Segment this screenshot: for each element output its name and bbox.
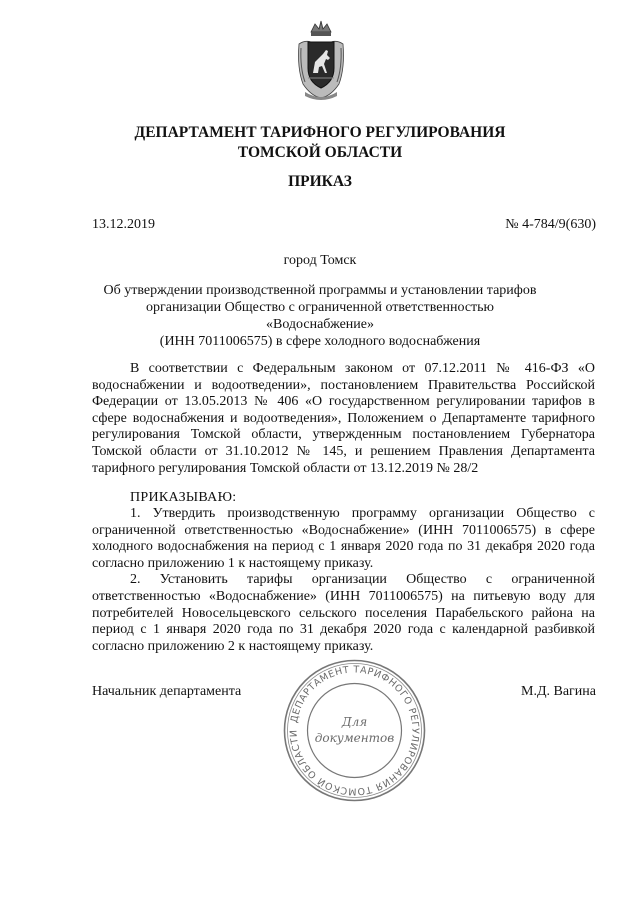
- coat-of-arms-icon: [293, 18, 349, 102]
- department-name-line1: ДЕПАРТАМЕНТ ТАРИФНОГО РЕГУЛИРОВАНИЯ: [134, 124, 506, 141]
- order-number: № 4-784/9(630): [505, 217, 596, 232]
- order-word: ПРИКАЗЫВАЮ:: [130, 490, 237, 505]
- order-subject: [100, 282, 540, 350]
- order-date: 13.12.2019: [92, 217, 155, 232]
- city: город Томск: [283, 253, 357, 268]
- stamp-center-line1: Для: [341, 715, 368, 729]
- items-block: [92, 506, 595, 655]
- subject-line3: (ИНН 7011006575) в сфере холодного водоснабжения: [159, 334, 481, 349]
- stamp-center-line2: документов: [314, 731, 395, 745]
- item-1: 1. Утвердить производственную программу организации Общество с ограниченной ответственностью «Водоснабжение» (ИНН 7011006575) в сфере холодного водоснабжения на период с 1 января 2020 года по 31 декабря 2020 года согласно приложению 1 к настоящему приказу.: [92, 506, 595, 571]
- stamp-ring-text: ДЕПАРТАМЕНТ ТАРИФНОГО РЕГУЛИРОВАНИЯ ТОМСКОЙ ОБЛАСТИ: [288, 664, 421, 797]
- official-stamp: [282, 658, 427, 803]
- department-name-line2: ТОМСКОЙ ОБЛАСТИ: [237, 144, 403, 161]
- signatory-name: М.Д. Вагина: [521, 684, 596, 699]
- preamble-block: [92, 361, 595, 477]
- item-2: 2. Установить тарифы организации Общество с ограниченной ответственностью «Водоснабжение» (ИНН 7011006575) на питьевую воду для потребителей Новосельцевского сельского поселения Парабельского района на период с 1 января 2020 года по 31 декабря 2020 года с календарной разбивкой согласно приложению 2 к настоящему приказу.: [92, 572, 595, 654]
- subject-line1: Об утверждении производственной программы и установлении тарифов: [103, 283, 537, 298]
- subject-line2: организации Общество с ограниченной ответственностью «Водоснабжение»: [145, 300, 495, 332]
- signatory-position: Начальник департамента: [92, 684, 242, 699]
- preamble-paragraph: В соответствии с Федеральным законом от 07.12.2011 № 416-ФЗ «О водоснабжении и водоотведении», постановлением Правительства Российской Федерации от 13.05.2013 № 406 «О государственном регулировании тарифов в сфере водоснабжения и водоотведения», Положением о Департаменте тарифного регулирования Томской области, утвержденным постановлением Губернатора Томской области от 31.10.2012 № 145, и решением Правления Департамента тарифного регулирования Томской области от 13.12.2019 № 28/2: [92, 361, 595, 476]
- order-title: ПРИКАЗ: [288, 173, 352, 190]
